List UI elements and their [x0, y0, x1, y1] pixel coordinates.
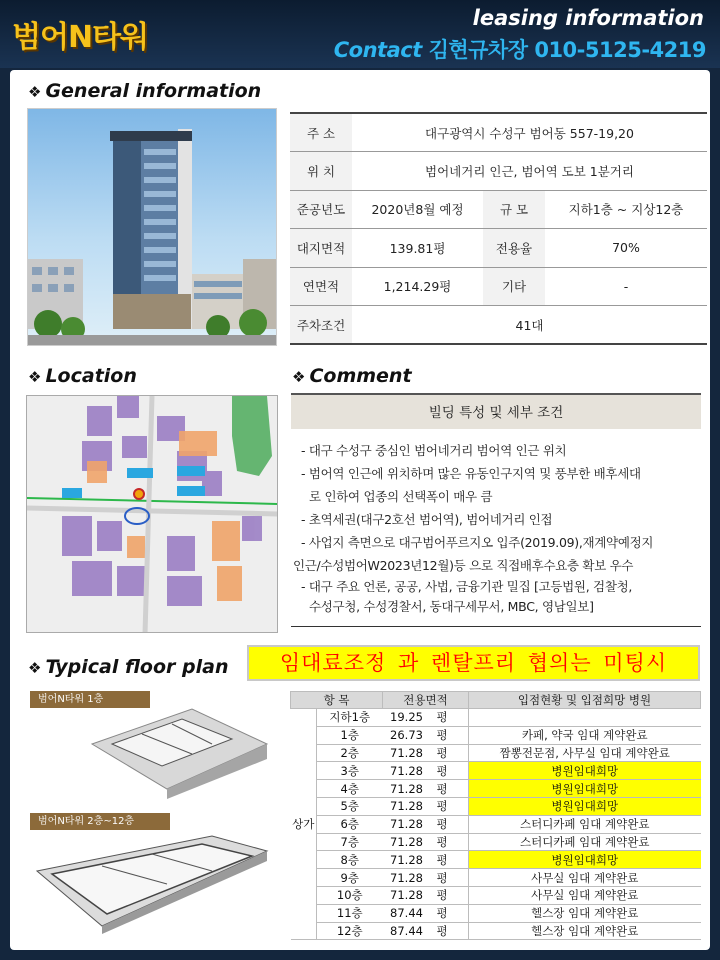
- scale-label: 규 모: [483, 190, 545, 229]
- floor-cell: 11층: [317, 904, 383, 922]
- addr-label: 주 소: [290, 113, 352, 152]
- status-cell: 사무실 임대 계약완료: [469, 869, 701, 887]
- table-row: [290, 306, 707, 345]
- info-table: [290, 112, 707, 345]
- diamond-icon: ❖: [292, 368, 306, 386]
- area-cell: 71.28: [383, 886, 431, 904]
- location-map[interactable]: [26, 395, 278, 633]
- comment-line: - 범어역 인근에 위치하며 많은 유동인구지역 및 풍부한 배후세대: [301, 466, 641, 481]
- comment-box: [291, 393, 701, 627]
- area-cell: 71.28: [383, 869, 431, 887]
- comment-line: 로 인하여 업종의 선택폭이 매우 큼: [309, 489, 493, 504]
- loc-label: 위 치: [290, 152, 352, 191]
- parking-value: 41대: [352, 306, 707, 345]
- built-value: 2020년8월 예정: [352, 190, 483, 229]
- leasing-heading: leasing information: [472, 6, 704, 30]
- contact-phone[interactable]: 010-5125-4219: [534, 38, 706, 62]
- section-location-title: [28, 365, 137, 387]
- area-cell: 71.28: [383, 815, 431, 833]
- built-label: 준공년도: [290, 190, 352, 229]
- diamond-icon: ❖: [28, 659, 42, 677]
- plan-1f-illustration: [82, 704, 272, 799]
- etc-value: -: [545, 267, 707, 306]
- table-row: [291, 744, 701, 762]
- building-photo: [27, 108, 277, 346]
- unit-cell: 평: [431, 851, 469, 869]
- diamond-icon: ❖: [28, 368, 42, 386]
- rent-banner: 임대료조정 과 렌탈프리 협의는 미팅시: [247, 645, 700, 681]
- table-row: [291, 815, 701, 833]
- floor-cell: 9층: [317, 869, 383, 887]
- floor-plan-images: [27, 686, 277, 936]
- status-cell: [469, 709, 701, 727]
- header-bar: [0, 0, 720, 68]
- comment-line: - 대구 주요 언론, 공공, 사법, 금융기관 밀집 [고등법원, 검찰청,: [301, 579, 633, 594]
- table-row: [291, 726, 701, 744]
- unit-cell: 평: [431, 709, 469, 727]
- floor-cell: 1층: [317, 726, 383, 744]
- section-comment-title: [292, 365, 412, 387]
- section-comment-label: Comment: [309, 365, 412, 387]
- category-cell: 상가: [291, 709, 317, 940]
- brand-title: 범어N타워: [12, 20, 149, 55]
- map-illustration: [27, 396, 278, 633]
- contact-person: 김현규차장: [428, 38, 528, 62]
- status-cell: 헬스장 임대 계약완료: [469, 904, 701, 922]
- parking-label: 주차조건: [290, 306, 352, 345]
- area-cell: 71.28: [383, 744, 431, 762]
- section-floorplan-label: Typical floor plan: [45, 656, 229, 678]
- loc-value: 범어네거리 인근, 범어역 도보 1분거리: [352, 152, 707, 191]
- floor-cell: 7층: [317, 833, 383, 851]
- comment-line: 수성구청, 수성경찰서, 동대구세무서, MBC, 영남일보]: [309, 599, 594, 614]
- status-cell: 사무실 임대 계약완료: [469, 886, 701, 904]
- unit-cell: 평: [431, 762, 469, 780]
- table-header-row: [291, 692, 701, 709]
- table-row: [290, 190, 707, 229]
- area-cell: 87.44: [383, 922, 431, 940]
- status-cell: 카페, 약국 임대 계약완료: [469, 726, 701, 744]
- unit-cell: 평: [431, 726, 469, 744]
- floor-cell: 지하1층: [317, 709, 383, 727]
- table-row: [291, 762, 701, 780]
- comment-line: - 초역세권(대구2호선 범어역), 범어네거리 인접: [301, 512, 553, 527]
- floor-area-value: 1,214.29평: [352, 267, 483, 306]
- status-cell: 스터디카페 임대 계약완료: [469, 815, 701, 833]
- ratio-label: 전용율: [483, 229, 545, 268]
- contact-line: [334, 34, 706, 64]
- unit-cell: 평: [431, 797, 469, 815]
- area-cell: 71.28: [383, 833, 431, 851]
- table-row: [291, 833, 701, 851]
- unit-cell: 평: [431, 815, 469, 833]
- status-cell: 병원임대희망: [469, 762, 701, 780]
- col-header-status: 입점현황 및 입점희망 병원: [469, 692, 701, 709]
- status-cell: 병원임대희망: [469, 851, 701, 869]
- area-cell: 87.44: [383, 904, 431, 922]
- etc-label: 기타: [483, 267, 545, 306]
- status-cell: 헬스장 임대 계약완료: [469, 922, 701, 940]
- table-row: [290, 152, 707, 191]
- unit-cell: 평: [431, 869, 469, 887]
- comment-line: - 대구 수성구 중심인 범어네거리 범어역 인근 위치: [301, 443, 567, 458]
- section-floorplan-title: [28, 656, 229, 678]
- status-cell: 스터디카페 임대 계약완료: [469, 833, 701, 851]
- area-cell: 71.28: [383, 780, 431, 798]
- table-row: [291, 797, 701, 815]
- table-row: [291, 709, 701, 727]
- unit-cell: 평: [431, 922, 469, 940]
- section-general-title: [28, 80, 261, 102]
- comment-header: 빌딩 특성 및 세부 조건: [291, 393, 701, 429]
- addr-value: 대구광역시 수성구 범어동 557-19,20: [352, 113, 707, 152]
- unit-cell: 평: [431, 744, 469, 762]
- table-row: [291, 851, 701, 869]
- table-row: [291, 904, 701, 922]
- plan-typical-illustration: [32, 826, 272, 934]
- contact-label: Contact: [333, 38, 422, 62]
- floor-cell: 2층: [317, 744, 383, 762]
- floor-cell: 12층: [317, 922, 383, 940]
- diamond-icon: ❖: [28, 83, 42, 101]
- status-cell: 병원임대희망: [469, 780, 701, 798]
- section-general-label: General information: [45, 80, 262, 102]
- area-cell: 71.28: [383, 797, 431, 815]
- col-header-area: 전용면적: [383, 692, 469, 709]
- floor-cell: 5층: [317, 797, 383, 815]
- table-row: [291, 886, 701, 904]
- floor-status-table: [290, 691, 701, 940]
- land-label: 대지면적: [290, 229, 352, 268]
- table-row: [291, 922, 701, 940]
- table-row: [290, 267, 707, 306]
- ratio-value: 70%: [545, 229, 707, 268]
- land-value: 139.81평: [352, 229, 483, 268]
- table-row: [291, 780, 701, 798]
- section-location-label: Location: [45, 365, 137, 387]
- floor-cell: 6층: [317, 815, 383, 833]
- plan-label-1f: 범어N타워 1층: [30, 691, 150, 708]
- table-row: [290, 229, 707, 268]
- plan-label-typical: 범어N타워 2층~12층: [30, 813, 170, 830]
- floor-area-label: 연면적: [290, 267, 352, 306]
- floor-cell: 4층: [317, 780, 383, 798]
- table-row: [290, 113, 707, 152]
- status-cell: 병원임대희망: [469, 797, 701, 815]
- area-cell: 19.25: [383, 709, 431, 727]
- unit-cell: 평: [431, 780, 469, 798]
- area-cell: 71.28: [383, 851, 431, 869]
- comment-line: - 사업지 측면으로 대구범어푸르지오 입주(2019.09),재계약예정지: [301, 535, 654, 550]
- floor-cell: 3층: [317, 762, 383, 780]
- status-cell: 짬뽕전문점, 사무실 임대 계약완료: [469, 744, 701, 762]
- area-cell: 26.73: [383, 726, 431, 744]
- unit-cell: 평: [431, 904, 469, 922]
- area-cell: 71.28: [383, 762, 431, 780]
- unit-cell: 평: [431, 886, 469, 904]
- scale-value: 지하1층 ~ 지상12층: [545, 190, 707, 229]
- building-illustration: [28, 109, 277, 346]
- floor-cell: 8층: [317, 851, 383, 869]
- comment-line: 인근/수성범어W2023년12월)등 으로 직접배후수요층 확보 우수: [293, 558, 634, 573]
- table-row: [291, 869, 701, 887]
- comment-list: [291, 429, 701, 617]
- col-header-item: 항 목: [291, 692, 383, 709]
- unit-cell: 평: [431, 833, 469, 851]
- floor-cell: 10층: [317, 886, 383, 904]
